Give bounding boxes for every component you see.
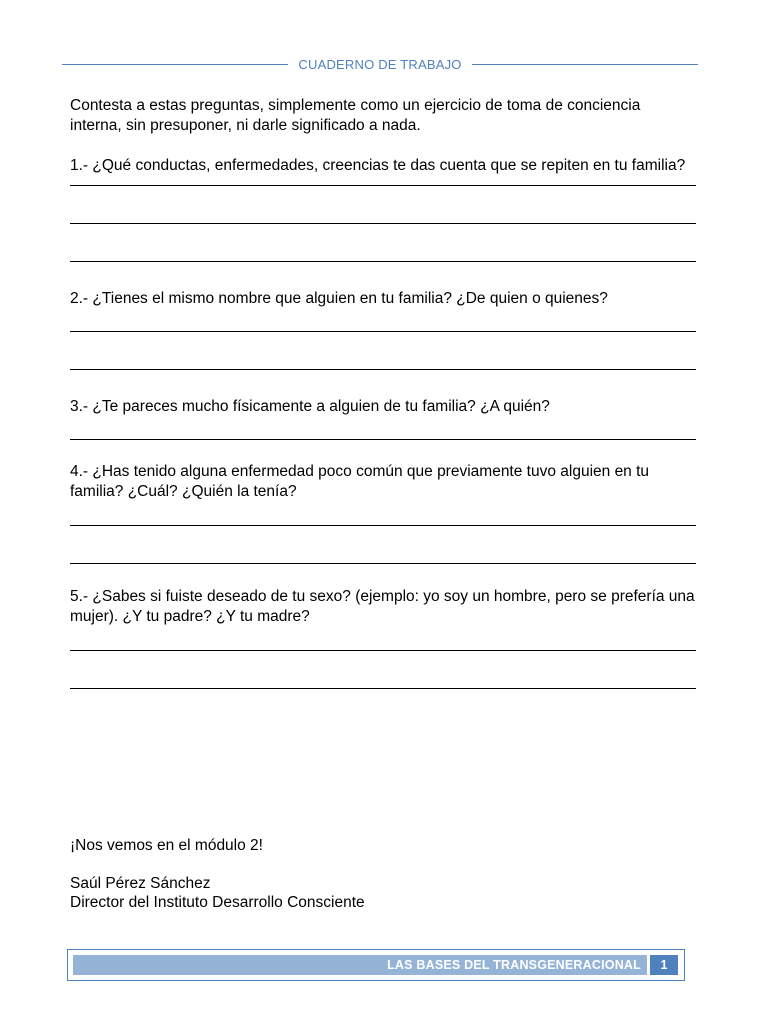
header-rule-left xyxy=(62,64,288,65)
worksheet-content xyxy=(70,96,696,689)
question-1: 1.- ¿Qué conductas, enfermedades, creencias te das cuenta que se repiten en tu familia? xyxy=(70,157,686,174)
page-footer xyxy=(67,949,685,981)
answer-line[interactable] xyxy=(70,650,696,651)
question-2: 2.- ¿Tienes el mismo nombre que alguien en tu familia? ¿De quien o quienes? xyxy=(70,290,608,307)
answer-line[interactable] xyxy=(70,331,696,332)
page-header xyxy=(62,54,698,74)
footer-title: LAS BASES DEL TRANSGENERACIONAL xyxy=(387,958,641,972)
answer-line[interactable] xyxy=(70,439,696,440)
answer-line[interactable] xyxy=(70,563,696,564)
header-title: CUADERNO DE TRABAJO xyxy=(298,56,462,72)
signature-role: Director del Instituto Desarrollo Consciente xyxy=(70,894,365,911)
header-rule-right xyxy=(472,64,698,65)
signature-name: Saúl Pérez Sánchez xyxy=(70,875,211,892)
footer-bar xyxy=(73,955,647,975)
signature xyxy=(70,874,365,912)
question-3: 3.- ¿Te pareces mucho físicamente a alguien de tu familia? ¿A quién? xyxy=(70,398,550,415)
answer-line[interactable] xyxy=(70,688,696,689)
answer-line[interactable] xyxy=(70,369,696,370)
question-5: 5.- ¿Sabes si fuiste deseado de tu sexo? (ejemplo: yo soy un hombre, pero se prefería una mujer). ¿Y tu padre? ¿Y tu madre? xyxy=(70,588,695,625)
question-4: 4.- ¿Has tenido alguna enfermedad poco común que previamente tuvo alguien en tu familia? ¿Cuál? ¿Quién la tenía? xyxy=(70,463,650,500)
intro-text: Contesta a estas preguntas, simplemente como un ejercicio de toma de conciencia interna, sin presuponer, ni darle significado a nada. xyxy=(70,97,641,134)
answer-line[interactable] xyxy=(70,223,696,224)
page-number: 1 xyxy=(650,955,678,975)
answer-line[interactable] xyxy=(70,525,696,526)
answer-line[interactable] xyxy=(70,185,696,186)
answer-line[interactable] xyxy=(70,261,696,262)
closing-text: ¡Nos vemos en el módulo 2! xyxy=(70,837,263,854)
